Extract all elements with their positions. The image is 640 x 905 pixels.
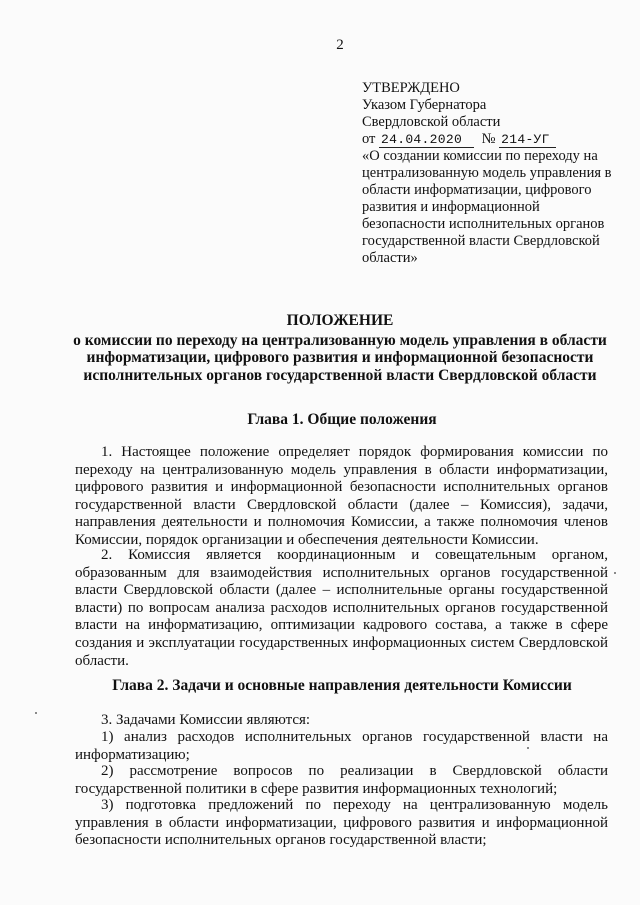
list-item-2: 2) рассмотрение вопросов по реализации в Свердловской области государственной политики в сфере развития информационных технологий; <box>75 763 608 797</box>
approval-from-label: от <box>362 131 376 147</box>
title-heading: ПОЛОЖЕНИЕ <box>286 312 394 329</box>
approval-block <box>362 80 622 267</box>
approval-authority: Указом Губернатора <box>362 97 487 113</box>
paragraph-2: 2. Комиссия является координационным и совещательным органом, образованным для взаимодействия исполнительных органов государственной власти Свердловской области (далее – исполнительные органы государственной власти) по вопросам анализа расходов исполнительных органов государственной власти на информатизацию, оптимизации кадрового состава, а также в сфере создания и эксплуатации государственных информационных систем Свердловской области. <box>75 547 608 669</box>
scan-speck <box>35 712 37 714</box>
chapter-2-heading: Глава 2. Задачи и основные направления деятельности Комиссии <box>112 677 572 694</box>
approval-date-row <box>362 131 622 148</box>
approval-stamp: УТВЕРЖДЕНО <box>362 80 460 96</box>
list-item-1: 1) анализ расходов исполнительных органов государственной власти на информатизацию; <box>75 729 608 763</box>
approval-number: 214-УГ <box>499 133 556 148</box>
scan-speck <box>614 572 616 574</box>
title-line-2: информатизации, цифрового развития и информационной безопасности <box>86 349 594 366</box>
approval-decree-title: «О создании комиссии по переходу на централизованную модель управления в области информатизации, цифрового развития и информационной безопасности исполнительных органов государственной власти Свердловской области» <box>362 148 612 266</box>
list-item-3: 3) подготовка предложений по переходу на централизованную модель управления в области информатизации, цифрового развития и информационной безопасности исполнительных органов государственной власти; <box>75 797 608 849</box>
paragraph-1: 1. Настоящее положение определяет порядок формирования комиссии по переходу на централизованную модель управления в области информатизации, цифрового развития и информационной безопасности исполнительных органов государственной власти Свердловской области (далее – Комиссия), задачи, направления деятельности и полномочия Комиссии, а также полномочия членов Комиссии, порядок организации и обеспечения деятельности Комиссии. <box>75 444 608 548</box>
scan-speck <box>527 747 529 749</box>
approval-number-sign: № <box>481 131 496 147</box>
page-number: 2 <box>336 37 344 53</box>
title-line-1: о комиссии по переходу на централизованную модель управления в области <box>73 331 607 349</box>
document-title <box>70 312 610 384</box>
approval-region: Свердловской области <box>362 114 501 130</box>
chapter-1-heading: Глава 1. Общие положения <box>247 411 437 428</box>
title-line-3: исполнительных органов государственной власти Свердловской области <box>83 366 597 384</box>
paragraph-3: 3. Задачами Комиссии являются: <box>101 712 311 728</box>
approval-date: 24.04.2020 <box>379 133 474 148</box>
